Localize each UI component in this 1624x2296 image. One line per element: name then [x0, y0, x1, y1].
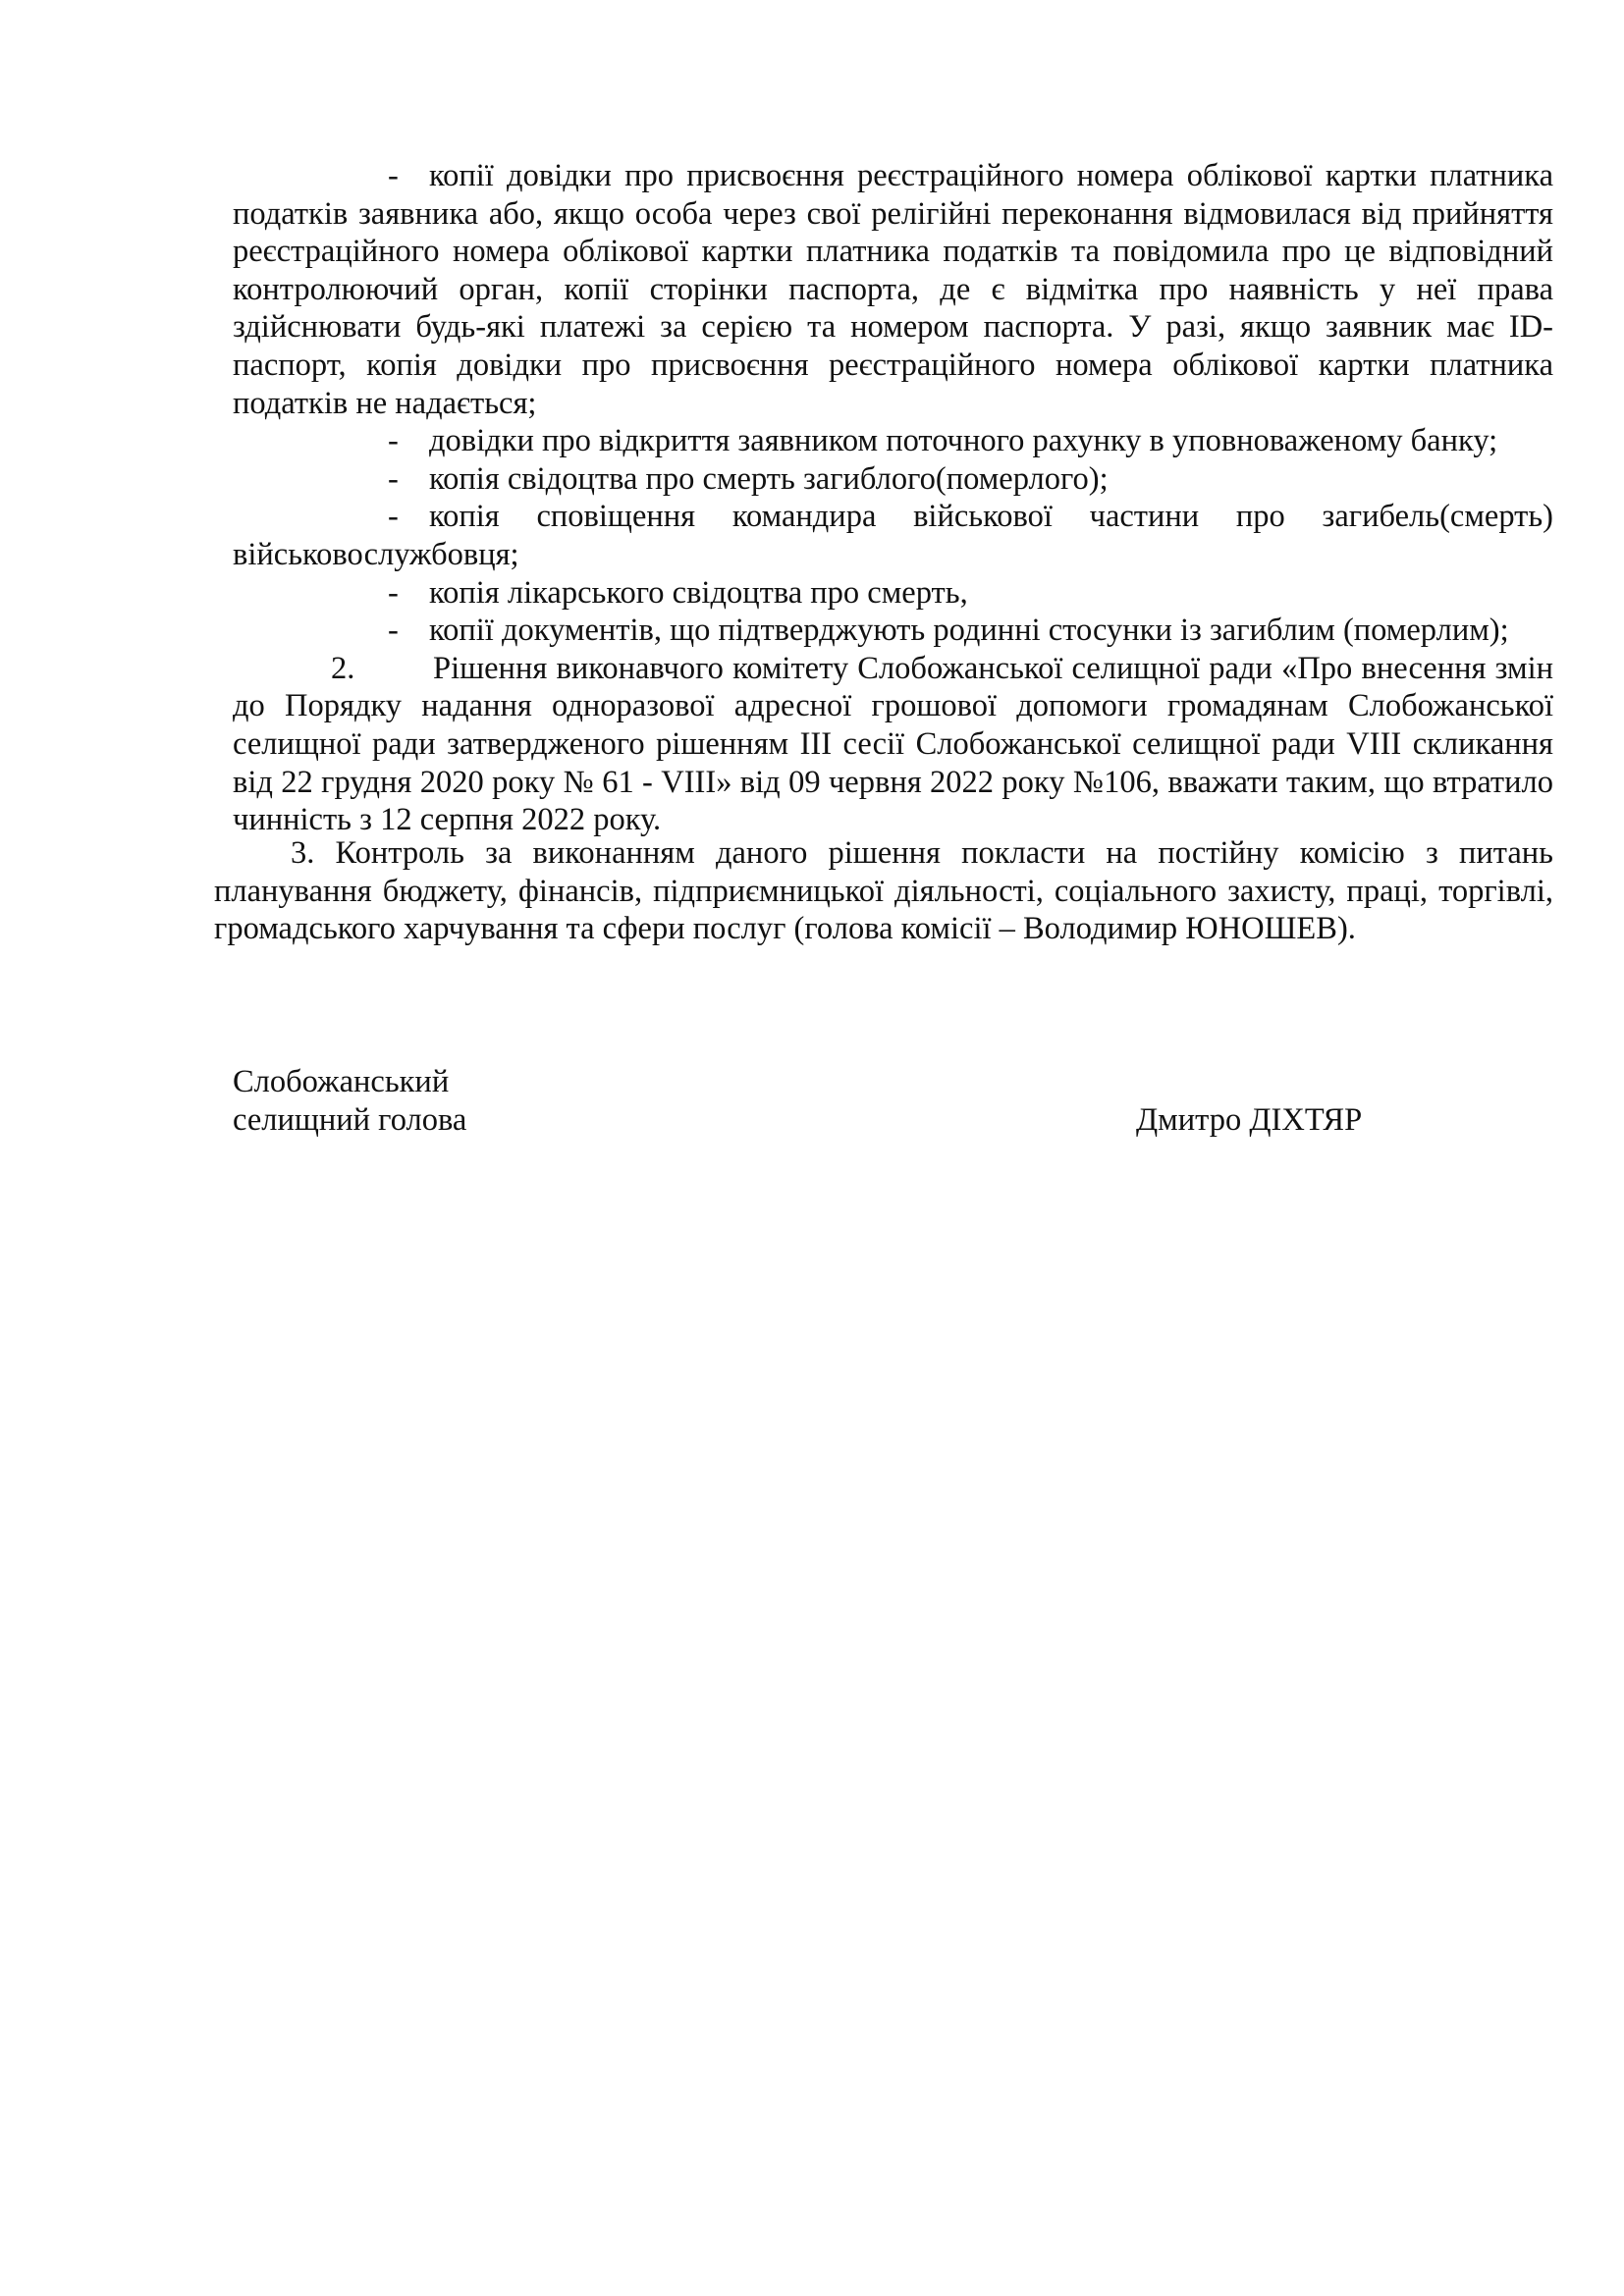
list-item-text: копія свідоцтва про смерть загиблого(померлого);: [429, 460, 1109, 497]
bullet-dash: -: [388, 499, 399, 535]
item-number: 2.: [331, 650, 355, 686]
signature-name: Дмитро ДІХТЯР: [1136, 1102, 1363, 1138]
list-item: [233, 574, 1553, 613]
bullet-dash: -: [388, 423, 399, 459]
signature-title-line: Слобожанський: [233, 1064, 450, 1099]
bullet-dash: -: [388, 460, 399, 497]
list-item-text: копії документів, що підтверджують родинні стосунки із загиблим (померлим);: [429, 613, 1509, 649]
list-item-text: довідки про відкриття заявником поточного рахунку в уповноваженому банку;: [429, 423, 1498, 459]
list-item: [233, 157, 1553, 422]
signature-title: [233, 1063, 466, 1139]
list-item: [233, 460, 1553, 499]
bullet-dash: -: [388, 158, 399, 193]
bullet-dash: -: [388, 613, 399, 649]
numbered-item-3: [214, 834, 1553, 948]
list-item-text: копія лікарського свідоцтва про смерть,: [429, 574, 968, 611]
list-item-text: копія сповіщення командира військової частини про загибель(смерть) військовослужбовця;: [233, 499, 1553, 572]
item-text: Рішення виконавчого комітету Слобожанської селищної ради «Про внесення змін до Порядку надання одноразової адресної грошової допомоги громадянам Слобожанської селищної ради затвердженого рішенням ІІІ сесії Слобожанської селищної ради VIII скликання від 22 грудня 2020 року № 61 - VIII» від 09 червня 2022 року №106, вважати таким, що втратило чинність з 12 серпня 2022 року.: [233, 650, 1553, 838]
list-item: [233, 498, 1553, 573]
list-item-text: копії довідки про присвоєння реєстраційного номера облікової картки платника податків заявника або, якщо особа через свої релігійні переконання відмовилася від прийняття реєстраційного номера облікової картки платника податків та повідомила про це відповідний контролюючий орган, копії сторінки паспорта, де є відмітка про наявність у неї права здійснювати будь-які платежі за серією та номером паспорта. У разі, якщо заявник має ID-паспорт, копія довідки про присвоєння реєстраційного номера облікової картки платника податків не надається;: [233, 158, 1553, 421]
numbered-item-2: [233, 650, 1553, 839]
list-item: [233, 612, 1553, 650]
signature-title-line: селищний голова: [233, 1101, 467, 1138]
bullet-dash: -: [388, 574, 399, 611]
document-body: [233, 157, 1553, 839]
list-item: [233, 422, 1553, 460]
item-text: 3. Контроль за виконанням даного рішення покласти на постійну комісію з питань планування бюджету, фінансів, підприємницької діяльності, соціального захисту, праці, торгівлі, громадського харчування та сфери послуг (голова комісії – Володимир ЮНОШЕВ).: [214, 835, 1553, 947]
